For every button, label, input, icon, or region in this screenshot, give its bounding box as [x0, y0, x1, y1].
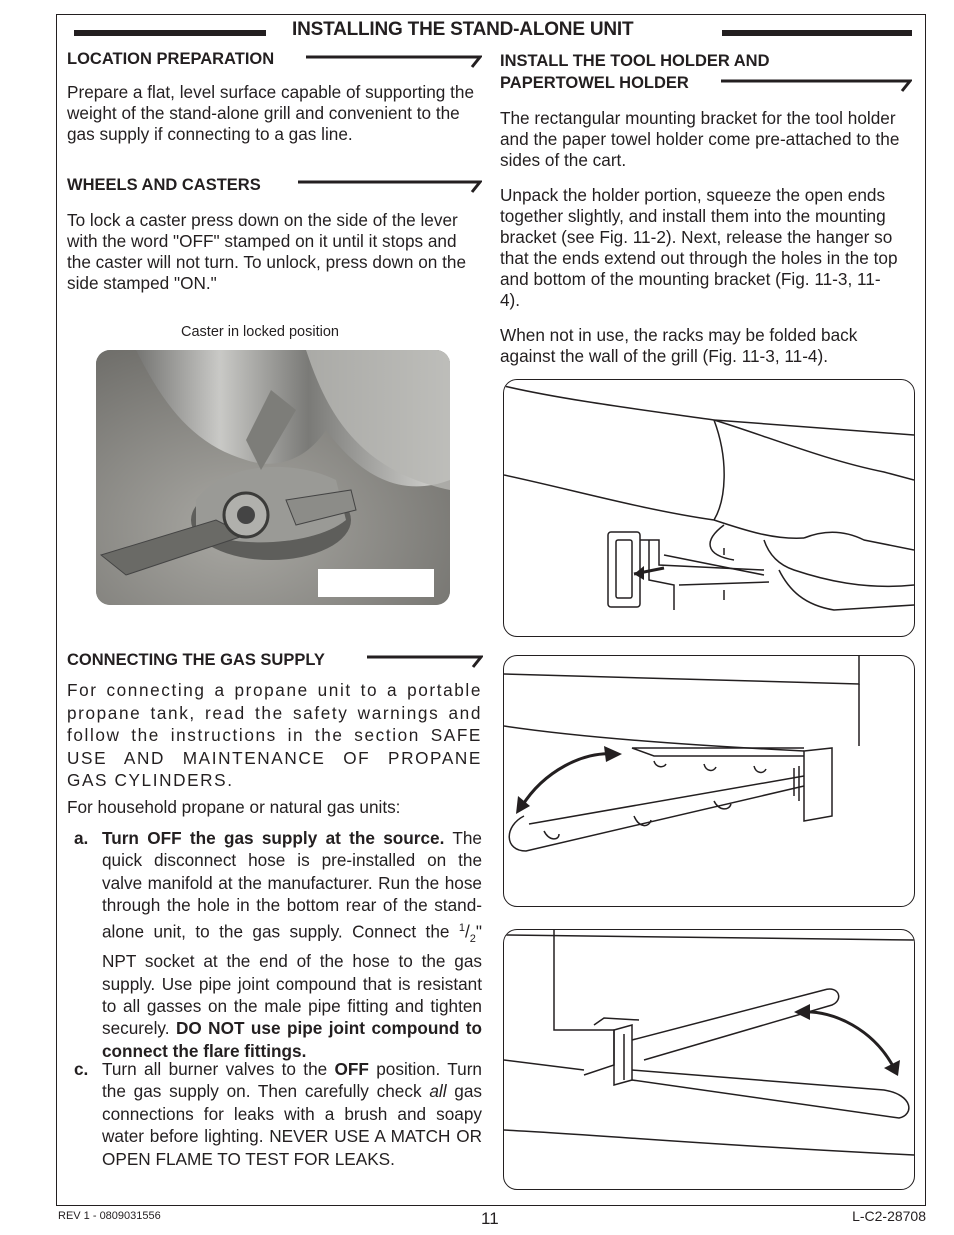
tool-holder-p1: The rectangular mounting bracket for the tool holder and the paper towel holder come pre-attached to the sides of the cart. — [500, 108, 900, 170]
revision-label: REV 1 - 0809031556 — [58, 1210, 161, 1222]
arrow-rule-icon — [306, 54, 482, 70]
tool-rack-figure — [503, 655, 915, 907]
holder-install-figure — [503, 379, 915, 637]
step-a-text2: " NPT socket at the end of the hose to the gas supply. Use pipe joint compound that is resistant to all gasses on the male pipe fitting and tighten securely. — [102, 921, 482, 1039]
title-bar-left — [74, 30, 266, 36]
title-bar-right — [722, 30, 912, 36]
step-c-text1: Turn all burner valves to the — [102, 1059, 335, 1079]
tool-holder-p2: Unpack the holder portion, squeeze the open ends together slightly, and install them into the mounting bracket (see Fig. 11-2). Next, release the hanger so that the ends extend out through the holes in the top and bottom of the mounting bracket (Fig. 11-3, 11-4). — [500, 185, 898, 310]
step-c-text2: position. Turn the gas supply on. Then carefully check — [102, 1059, 482, 1102]
step-a-bold-lead: Turn OFF the gas supply at the source. — [102, 828, 445, 848]
tool-holder-p3: When not in use, the racks may be folded back against the wall of the grill (Fig. 11-3, 11-4). — [500, 325, 858, 366]
arrow-rule-icon — [367, 653, 483, 669]
step-c-marker: c. — [74, 1059, 89, 1079]
wheels-heading: WHEELS AND CASTERS — [67, 176, 261, 194]
location-text: Prepare a flat, level surface capable of supporting the weight of the stand-alone grill and convenient to the gas supply if connecting to a gas line. — [67, 82, 475, 144]
gas-intro: For connecting a propane unit to a portable propane tank, read the safety warnings and follow the instructions in the section SAFE USE AND MAINTENANCE OF PROPANE GAS CYLINDERS. — [67, 680, 482, 791]
tool-holder-heading-line2: PAPERTOWEL HOLDER — [500, 74, 689, 92]
step-a-bold-tail: DO NOT use pipe joint compound to connect the flare fittings. — [102, 1018, 482, 1061]
fraction-numerator: 1 — [458, 921, 465, 934]
tool-holder-heading-line1: INSTALL THE TOOL HOLDER AND — [500, 52, 770, 70]
step-a-text1: The quick disconnect hose is pre-installed on the valve manifold at the manufacturer. Run the hose through the hole in the bottom rear of the stand-alone unit, to the gas supply. Connect the — [102, 828, 482, 942]
arrow-rule-icon — [721, 77, 912, 93]
step-a-marker: a. — [74, 828, 89, 848]
step-c-bold: OFF — [334, 1059, 369, 1079]
step-c-italic: all — [429, 1081, 447, 1102]
page-number: 11 — [481, 1209, 499, 1228]
wheels-text: To lock a caster press down on the side of the lever with the word "OFF" stamped on it until it stops and the caster will not turn. To unlock, press down on the side stamped "ON." — [67, 210, 467, 293]
arrow-rule-icon — [298, 178, 482, 194]
gas-household: For household propane or natural gas units: — [67, 797, 401, 817]
fraction-denominator: 2 — [469, 932, 476, 945]
caster-caption: Caster in locked position — [181, 324, 339, 340]
towel-rack-figure — [503, 929, 915, 1190]
page-title: INSTALLING THE STAND-ALONE UNIT — [292, 19, 634, 40]
location-heading: LOCATION PREPARATION — [67, 50, 275, 68]
caster-photo — [96, 350, 450, 605]
step-c-text3: gas connections for leaks with a brush and soapy water before lighting. NEVER USE A MATCH OR OPEN FLAME TO TEST FOR LEAKS. — [102, 1081, 482, 1169]
gas-heading: CONNECTING THE GAS SUPPLY — [67, 651, 325, 669]
document-code: L-C2-28708 — [852, 1208, 926, 1224]
